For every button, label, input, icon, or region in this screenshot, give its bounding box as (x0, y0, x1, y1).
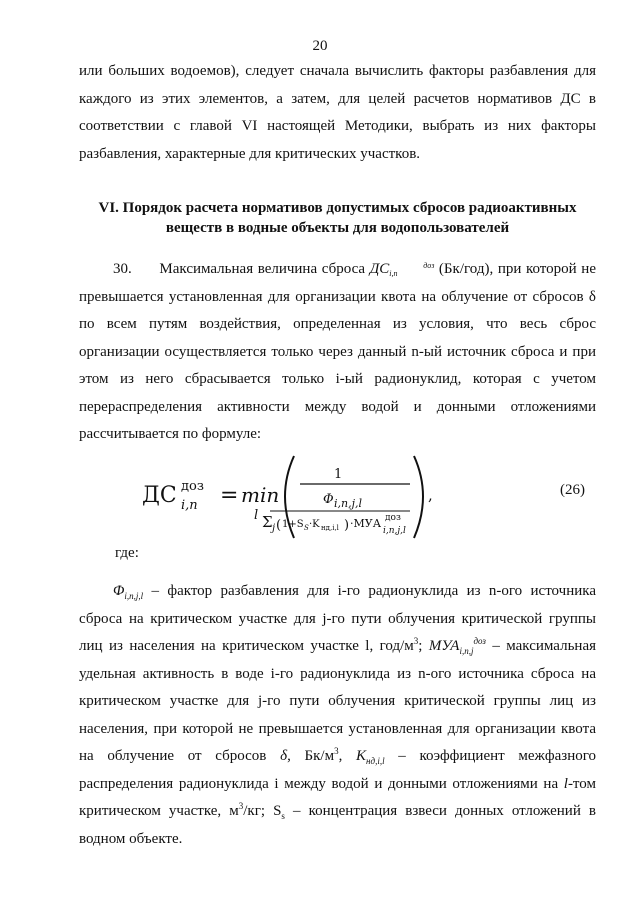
formula-mua-sub: i,n,j,l (383, 526, 406, 536)
formula-min: min (241, 483, 280, 507)
item-number: 30. (113, 261, 132, 277)
formula-sum-sub: j (272, 523, 276, 534)
formula-mua: ·МУА (350, 517, 382, 530)
formula-equals: = (220, 483, 239, 508)
definitions-paragraph: $\Phi_{i,n,j,l}$ – фактор разбавления для i-го радионуклида из n-ого источника сброса на критическом участке для j-го пути облучения критической группы лиц из населения на критическом участке l, год/$м^3$; $МУА_{i,n,j}^{доз}$ – максимальная удельная активность в воде i-го радионуклида из n-ого источника сброса на критическом участке для j-го пути облучения критической группы лиц из населения, при которой не превышается установленная для организации квота на облучение от сбросов δ, $Бк/м^3$, $K_{нд,i,l}$ – коэффициент межфазного распределения радионуклида i между водой и донными отложениями на l-том критическом участке, $м^3/кг$; $S_s$ – концентрация взвеси донных отложений в водном объекте. (79, 583, 597, 847)
item-30-paragraph: 30. Максимальная величина сброса ДС доз i,n (Бк/год), при которой не превышается установленная для организации квота на облучение от сбросов δ по всем путям воздействия, определенная из условия, что весь сброс организации осуществляется только через данный n-ый источник сброса и при этом из него сбрасывается только i-ый радионуклид, которая с учетом перераспределения активности между водой и донными отложениями рассчитывается по формуле: (79, 260, 596, 442)
section-heading-line2: веществ в водные объекты для водопользователей (165, 220, 510, 236)
formula-comma: , (428, 486, 433, 504)
formula-26 (0, 448, 640, 548)
inline-symbol-ds: ДС доз i,n (369, 260, 435, 278)
formula-k: ·K (309, 519, 320, 530)
formula-k-sub: нд,i,l (321, 524, 339, 532)
intro-paragraph: или больших водоемов), следует сначала вычислить факторы разбавления для каждого из этих элементов, а затем, для целей расчетов нормативов ДС в соответствии с главой VI настоящей Методики, выбрать из них факторы разбавления, характерные для критических участков. (79, 63, 596, 162)
formula-lhs: ДС (142, 483, 177, 508)
section-heading-line1: VI. Порядок расчета нормативов допустимых сбросов радиоактивных (98, 200, 577, 216)
formula-open-paren: ( (276, 518, 282, 533)
formula-lhs-sub: i,n (181, 498, 198, 513)
formula-denom-inner: 1+S (282, 519, 304, 530)
formula-close-paren: ) (344, 518, 350, 533)
equation-number: (26) (560, 482, 585, 498)
formula-one: 1 (334, 467, 343, 482)
formula-phi: Φ (323, 492, 334, 507)
formula-s-sub: S (304, 524, 309, 532)
formula-mua-sup: доз (385, 513, 401, 523)
page-number: 20 (312, 38, 328, 54)
where-label: где: (115, 545, 139, 561)
section-heading (79, 198, 596, 238)
formula-phi-sub: i,n,j,l (334, 497, 363, 510)
formula-lhs-sup: доз (181, 479, 204, 494)
right-paren (414, 456, 423, 538)
formula-min-sub: l (254, 508, 259, 523)
formula-sum: Σ (262, 513, 273, 531)
